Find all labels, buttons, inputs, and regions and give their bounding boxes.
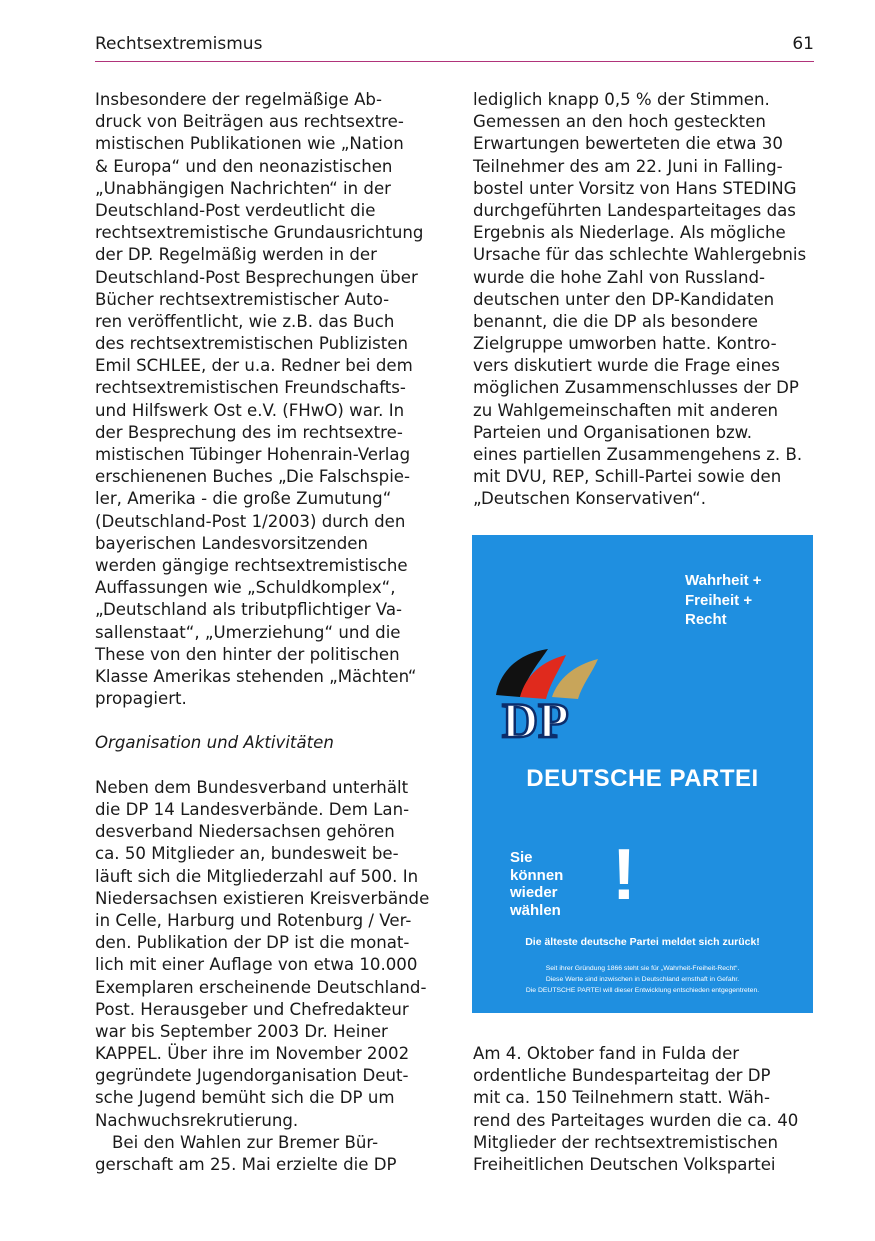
slogan-line: Recht xyxy=(685,611,727,628)
poster-small-print xyxy=(472,963,813,996)
callout-line: wieder xyxy=(510,884,558,901)
text-line: des rechtsextremistischen Publizisten xyxy=(95,334,409,354)
text-line: Freiheitlichen Deutschen Volkspartei xyxy=(473,1154,776,1174)
text-line: Bei den Wahlen zur Bremer Bür- xyxy=(112,1132,379,1152)
callout-line: Sie xyxy=(510,849,533,866)
text-line: deutschen unter den DP-Kandidaten xyxy=(473,289,775,309)
poster-exclamation-mark: ! xyxy=(612,835,636,915)
text-line: Deutschland-Post verdeutlicht die xyxy=(95,200,376,220)
running-header-title: Rechtsextremismus xyxy=(95,34,263,54)
text-line: druck von Beiträgen aus rechtsextre- xyxy=(95,112,404,132)
text-line: ca. 50 Mitglieder an, bundesweit be- xyxy=(95,844,399,864)
text-line: Klasse Amerikas stehenden „Mächten“ xyxy=(95,666,417,686)
poster-callout xyxy=(510,849,563,919)
text-line: lich mit einer Auflage von etwa 10.000 xyxy=(95,955,418,975)
slogan-line: Freiheit + xyxy=(685,591,753,609)
text-line: Niedersachsen existieren Kreisverbände xyxy=(95,888,430,908)
slogan-line: Wahrheit + xyxy=(685,572,762,589)
text-line: (Deutschland-Post 1/2003) durch den xyxy=(95,511,406,531)
text-line: wurde die hohe Zahl von Russland- xyxy=(473,267,766,287)
text-line: propagiert. xyxy=(95,689,187,709)
paragraph-federal-congress xyxy=(473,1043,813,1176)
small-print-line: Seit ihrer Gründung 1866 steht sie für „Wahrheit-Freiheit-Recht“. xyxy=(545,965,740,972)
text-line: die DP 14 Landesverbände. Dem Lan- xyxy=(95,800,410,819)
text-line: gerschaft am 25. Mai erzielte die DP xyxy=(95,1155,397,1174)
text-line: These von den hinter der politischen xyxy=(95,644,400,664)
text-line: Exemplaren erscheinende Deutschland- xyxy=(95,977,427,997)
text-line: Deutschland-Post Besprechungen über xyxy=(95,267,418,287)
text-line: Bücher rechtsextremistischer Auto- xyxy=(95,289,390,309)
text-line: Auffassungen wie „Schuldkomplex“, xyxy=(95,578,396,598)
text-line: vers diskutiert wurde die Frage eines xyxy=(473,356,780,376)
text-line: Gemessen an den hoch gesteckten xyxy=(473,112,766,132)
text-line: Zielgruppe umworben hatte. Kontro- xyxy=(473,334,777,354)
text-line: ren veröffentlicht, wie z.B. das Buch xyxy=(95,311,395,331)
text-line: KAPPEL. Über ihre im November 2002 xyxy=(95,1044,410,1064)
text-line: sche Jugend bemüht sich die DP um xyxy=(95,1088,395,1108)
text-line: Teilnehmer des am 22. Juni in Falling- xyxy=(473,156,783,176)
text-line: in Celle, Harburg und Rotenburg / Ver- xyxy=(95,910,412,930)
text-line: den. Publikation der DP ist die monat- xyxy=(95,933,410,953)
callout-line: können xyxy=(510,866,564,884)
text-line: Insbesondere der regelmäßige Ab- xyxy=(95,90,382,109)
text-line: desverband Niedersachsen gehören xyxy=(95,822,395,842)
text-line: gegründete Jugendorganisation Deut- xyxy=(95,1066,409,1086)
poster-slogan xyxy=(685,571,762,630)
text-line: ler, Amerika - die große Zumutung“ xyxy=(95,489,392,509)
text-line: Mitglieder der rechtsextremistischen xyxy=(473,1132,778,1152)
poster-subline: Die älteste deutsche Partei meldet sich zurück! xyxy=(525,936,760,948)
text-line: erschienenen Buches „Die Falschspie- xyxy=(95,467,410,487)
small-print-line: Diese Werte sind inzwischen in Deutschland ernsthaft in Gefahr. xyxy=(545,976,740,983)
text-line: der Besprechung des im rechtsextre- xyxy=(95,422,403,442)
right-text-column-top xyxy=(473,89,813,511)
text-line: läuft sich die Mitgliederzahl auf 500. In xyxy=(95,866,419,886)
text-line: und Hilfswerk Ost e.V. (FHwO) war. In xyxy=(95,400,405,420)
text-line: mistischen Tübinger Hohenrain-Verlag xyxy=(95,445,411,464)
text-line: mit DVU, REP, Schill-Partei sowie den xyxy=(473,467,782,487)
text-line: bostel unter Vorsitz von Hans STEDING xyxy=(473,178,797,198)
text-line: sallenstaat“, „Umerziehung“ und die xyxy=(95,622,401,642)
text-line: rechtsextremistischen Freundschafts- xyxy=(95,378,406,398)
paragraph-gap xyxy=(95,755,435,777)
text-line: & Europa“ und den neonazistischen xyxy=(95,156,393,176)
text-line: mit ca. 150 Teilnehmern statt. Wäh- xyxy=(473,1088,770,1108)
paragraph-elections xyxy=(95,1132,435,1176)
text-line: werden gängige rechtsextremistische xyxy=(95,555,408,575)
text-line: lediglich knapp 0,5 % der Stimmen. xyxy=(473,90,770,109)
page-number: 61 xyxy=(792,34,814,54)
text-line: „Deutschen Konservativen“. xyxy=(473,489,707,509)
text-line: rend des Parteitages wurden die ca. 40 xyxy=(473,1110,799,1130)
logo-lettering: DP xyxy=(502,692,569,745)
text-line: Nachwuchsrekrutierung. xyxy=(95,1110,299,1130)
text-line: zu Wahlgemeinschaften mit anderen xyxy=(473,400,779,420)
text-line: „Unabhängigen Nachrichten“ in der xyxy=(95,178,391,198)
text-line: Neben dem Bundesverband unterhält xyxy=(95,777,409,797)
paragraph-editorial-content xyxy=(95,89,435,710)
text-line: war bis September 2003 Dr. Heiner xyxy=(95,1021,388,1041)
text-line: benannt, die die DP als besondere xyxy=(473,311,758,331)
text-line: „Deutschland als tributpflichtiger Va- xyxy=(95,600,403,620)
party-poster-image xyxy=(472,535,813,1013)
paragraph-gap xyxy=(95,710,435,732)
left-text-column xyxy=(95,89,435,1176)
paragraph-election-result xyxy=(473,89,813,511)
text-line: Post. Herausgeber und Chefredakteur xyxy=(95,999,409,1019)
header-divider xyxy=(95,61,814,62)
text-line: Emil SCHLEE, der u.a. Redner bei dem xyxy=(95,356,413,376)
callout-line: wählen xyxy=(510,901,561,919)
text-line: Ergebnis als Niederlage. Als mögliche xyxy=(473,223,786,243)
text-line: mistischen Publikationen wie „Nation xyxy=(95,134,404,154)
text-line: rechtsextremistische Grundausrichtung xyxy=(95,223,424,243)
right-text-column-bottom xyxy=(473,1043,813,1176)
text-line: Parteien und Organisationen bzw. xyxy=(473,422,753,442)
section-heading: Organisation und Aktivitäten xyxy=(95,733,334,753)
paragraph-organisation xyxy=(95,777,435,1132)
text-line: eines partiellen Zusammengehens z. B. xyxy=(473,445,803,464)
text-line: möglichen Zusammenschlusses der DP xyxy=(473,378,799,398)
text-line: ordentliche Bundesparteitag der DP xyxy=(473,1066,771,1086)
text-line: Ursache für das schlechte Wahlergebnis xyxy=(473,245,807,265)
text-line: bayerischen Landesvorsitzenden xyxy=(95,533,369,553)
text-line: durchgeführten Landesparteitages das xyxy=(473,200,796,220)
small-print-line: Die DEUTSCHE PARTEI will dieser Entwicklung entschieden entgegentreten. xyxy=(525,987,760,994)
dp-logo xyxy=(490,635,650,745)
text-line: Am 4. Oktober fand in Fulda der xyxy=(473,1044,740,1063)
poster-party-name: DEUTSCHE PARTEI xyxy=(526,765,759,792)
text-line: der DP. Regelmäßig werden in der xyxy=(95,245,377,265)
text-line: Erwartungen bewerteten die etwa 30 xyxy=(473,134,783,154)
